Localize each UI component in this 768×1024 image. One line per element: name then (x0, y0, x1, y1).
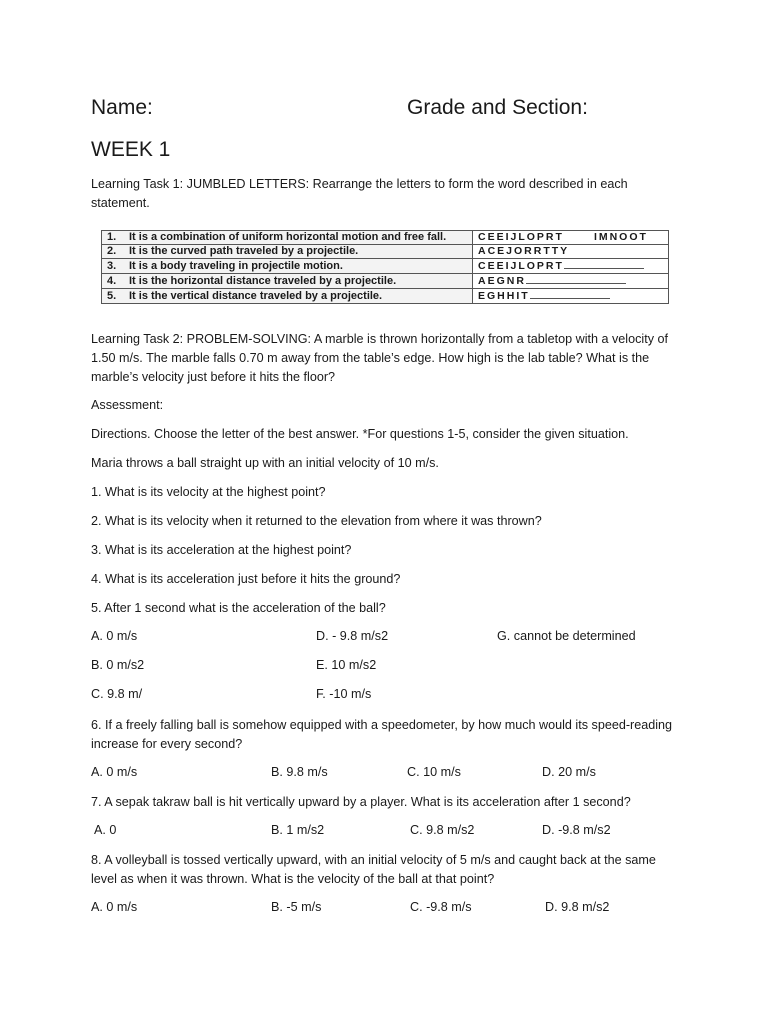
table-row (102, 231, 669, 245)
letters-cell: CEEIJLOPRT (473, 259, 669, 274)
statement-cell: 1. It is a combination of uniform horizontal motion and free fall. (102, 231, 473, 245)
statement-cell: 5. It is the vertical distance traveled by a projectile. (102, 289, 473, 304)
q8-option-a: A. 0 m/s (91, 900, 138, 914)
table-row (102, 259, 669, 274)
answer-blank[interactable] (564, 259, 644, 269)
letters-cell: EGHHIT (473, 289, 669, 304)
q6-option-d: D. 20 m/s (542, 765, 596, 779)
q8-option-c: C. -9.8 m/s (410, 900, 472, 914)
statement-cell: 2. It is the curved path traveled by a projectile. (102, 245, 473, 259)
option-c: C. 9.8 m/ (91, 687, 143, 701)
q6-option-b: B. 9.8 m/s (271, 765, 328, 779)
q7-option-b: B. 1 m/s2 (271, 823, 325, 837)
table-row (102, 289, 669, 304)
table-row (102, 274, 669, 289)
situation-text: Maria throws a ball straight up with an initial velocity of 10 m/s. (91, 456, 439, 470)
option-a: A. 0 m/s (91, 629, 138, 643)
answer-blank[interactable] (526, 274, 626, 284)
option-f: F. -10 m/s (316, 687, 372, 701)
week-heading: WEEK 1 (91, 138, 171, 161)
question-7: 7. A sepak takraw ball is hit vertically upward by a player. What is its acceleration after 1 second? (91, 795, 631, 809)
q8-option-d: D. 9.8 m/s2 (545, 900, 610, 914)
question-3: 3. What is its acceleration at the highest point? (91, 543, 352, 557)
question-2: 2. What is its velocity when it returned to the elevation from where it was thrown? (91, 514, 542, 528)
option-e: E. 10 m/s2 (316, 658, 377, 672)
letters-cell: ACEJORRTTY (473, 245, 669, 259)
jumbled-letters-table (101, 230, 669, 304)
assessment-title: Assessment: (91, 398, 164, 412)
name-label: Name: (91, 96, 153, 119)
question-4: 4. What is its acceleration just before it hits the ground? (91, 572, 401, 586)
task2-text: Learning Task 2: PROBLEM-SOLVING: A marble is thrown horizontally from a tabletop with a velocity of 1.50 m/s. The marble falls 0.70 m away from the table’s edge. How high is the lab table? What is the marble’s velocity just before it hits the floor? (91, 332, 669, 384)
q8-option-b: B. -5 m/s (271, 900, 322, 914)
q6-option-c: C. 10 m/s (407, 765, 461, 779)
table-row (102, 245, 669, 259)
q7-option-d: D. -9.8 m/s2 (542, 823, 611, 837)
option-b: B. 0 m/s2 (91, 658, 145, 672)
task1-title: Learning Task 1: JUMBLED LETTERS: Rearrange the letters to form the word described in each statement. (91, 177, 628, 210)
q7-option-c: C. 9.8 m/s2 (410, 823, 475, 837)
letters-cell: AEGNR (473, 274, 669, 289)
question-5: 5. After 1 second what is the acceleration of the ball? (91, 601, 386, 615)
statement-cell: 4. It is the horizontal distance traveled by a projectile. (102, 274, 473, 289)
letters-cell: CEEIJLOPRT IMNOOT (473, 231, 669, 245)
question-8: 8. A volleyball is tossed vertically upward, with an initial velocity of 5 m/s and caught back at the same level as when it was thrown. What is the velocity of the ball at that point? (91, 853, 656, 886)
statement-cell: 3. It is a body traveling in projectile motion. (102, 259, 473, 274)
question-1: 1. What is its velocity at the highest point? (91, 485, 326, 499)
option-d: D. - 9.8 m/s2 (316, 629, 389, 643)
directions-text: Directions. Choose the letter of the best answer. *For questions 1-5, consider the given situation. (91, 427, 629, 441)
q6-option-a: A. 0 m/s (91, 765, 138, 779)
answer-blank[interactable] (530, 289, 610, 299)
option-g: G. cannot be determined (497, 629, 636, 643)
q7-option-a: A. 0 (94, 823, 117, 837)
grade-section-label: Grade and Section: (407, 96, 588, 119)
question-6: 6. If a freely falling ball is somehow equipped with a speedometer, by how much would its speed-reading increase for every second? (91, 718, 673, 751)
